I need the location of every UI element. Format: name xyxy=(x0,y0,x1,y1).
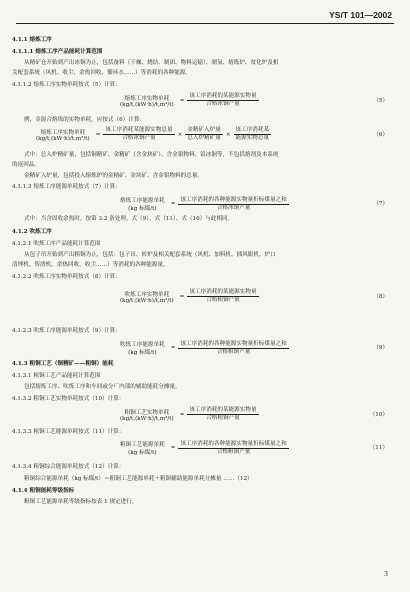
text-line: 4.1.3 粗铜工艺（铜精矿——粗铜）能耗 xyxy=(12,361,114,367)
text-line: 4.1.3.3 粗铜工艺能源单耗按式（11）计算： xyxy=(12,429,125,435)
page-number: 3 xyxy=(384,571,388,578)
formula-lhs xyxy=(36,128,90,142)
text-line: 4.1.3.1 粗铜工艺产品能耗计算范围 xyxy=(12,373,101,379)
equals-sign: = xyxy=(170,345,176,351)
fraction xyxy=(234,127,272,142)
header-rule xyxy=(16,23,394,24)
text-line: 4.1.1.2 熔炼工序实物单耗按式（5）计算： xyxy=(12,82,121,88)
fraction xyxy=(187,407,258,422)
formula-term: 吹炼工序能源单耗 xyxy=(120,342,165,348)
fraction-denominator: 合格粗铜产量 xyxy=(216,448,251,455)
fraction xyxy=(103,127,174,142)
formula-lhs xyxy=(120,408,174,422)
formula-term: (kg/t,(kW·h)/t,m³/t) xyxy=(36,135,90,142)
fraction-denominator: 合格冰铜产量 xyxy=(122,135,156,141)
fraction-numerator: 该工序消耗的某能源实物量 xyxy=(189,93,257,99)
equation-number: （8） xyxy=(373,294,388,300)
formula-term: 粗铜工艺实物单耗 xyxy=(124,409,170,416)
fraction-denominator: 合格冰铜产量 xyxy=(216,204,251,211)
equation-number: （9） xyxy=(373,345,388,351)
fraction-denominator: 合格粗铜产量 xyxy=(216,348,251,355)
equals-sign: = xyxy=(170,445,176,451)
formula-f7 xyxy=(120,196,289,212)
text-line: 4.1.2.1 吹炼工序产品能耗计算范围 xyxy=(12,241,101,247)
text-line: 式中：当含固收余热时，按第 3.2 条处理。式（9）、式（11）、式（16）与此相同。 xyxy=(24,216,234,222)
fraction-denominator: 合格粗铜产量 xyxy=(206,297,240,303)
text-line: 4.1.3.4 粗铜综合能源单耗按式（12）计算： xyxy=(12,464,125,470)
equation-number: （10） xyxy=(369,412,388,418)
text-line: 的返回品。 xyxy=(12,162,40,168)
fraction-denominator: 合格冰铜产量 xyxy=(206,101,240,107)
formula-f10 xyxy=(120,407,259,422)
formula-lhs xyxy=(120,196,165,212)
fraction xyxy=(178,197,288,212)
times-sign: × xyxy=(177,131,183,138)
equation-number: （11） xyxy=(369,445,388,451)
formula-f5 xyxy=(120,93,259,108)
fraction-denominator: 能源实物总量 xyxy=(235,135,270,141)
standard-code: YS/T 101—2002 xyxy=(329,10,392,20)
formula-f11 xyxy=(120,440,289,456)
equals-sign: = xyxy=(170,201,176,207)
fraction-numerator: 金精矿入炉量 xyxy=(187,127,221,133)
fraction-numerator: 该工序消耗的各种能源实物量折标煤量之和 xyxy=(180,196,287,203)
fraction-numerator: 该工序消耗的某能源实物量 xyxy=(189,407,257,413)
formula-term: 熔炼工序能源单耗 xyxy=(120,198,165,204)
formula-f8 xyxy=(120,289,259,304)
fraction-denominator: 总入炉精矿量 xyxy=(187,135,221,141)
fraction-numerator: 该工序消耗的各种能源实物量折标煤量之和 xyxy=(180,340,287,347)
text-line: 粗铜综合能源单耗（kg 标煤/t）＝粗铜工艺能源单耗＋粗铜辅助能源单耗分摊量 ……（12） xyxy=(24,476,253,482)
text-line: 从精矿仓开始到产出冰铜为止，包括备料（干燥、烧结、制团、物料运输）、制氧、熔炼炉、贫化炉及相 xyxy=(24,60,279,66)
fraction-denominator: 合格粗铜产量 xyxy=(206,415,240,421)
formula-term: (kg/t,(kW·h)/t,m³/t) xyxy=(120,101,174,108)
text-line: 式中：总入炉精矿量，包括铜精矿、金精矿（含金块矿）、含金银物料、铅冰铜等，不包括熔剂及本系统 xyxy=(24,152,279,158)
fraction-numerator: 该工序消耗某能源实物总量 xyxy=(105,127,173,133)
fraction xyxy=(187,289,258,304)
formula-term: 粗铜工艺能源单耗 xyxy=(120,442,165,448)
text-line: 4.1.4 粗铜能耗等级指标 xyxy=(12,488,75,494)
formula-term: (kg/t,(kW·h)/t,m³/t) xyxy=(120,415,174,422)
text-line: 4.1.2.2 吹炼工序实物单耗按式（8）计算： xyxy=(12,274,121,280)
fraction xyxy=(178,341,288,356)
fraction-numerator: 该工序消耗某 xyxy=(235,127,270,133)
formula-term: (kg 标煤/t) xyxy=(128,206,157,212)
formula-lhs xyxy=(120,340,165,356)
equation-number: （6） xyxy=(373,132,388,138)
equation-number: （7） xyxy=(373,201,388,207)
fraction xyxy=(185,127,223,142)
equals-sign: = xyxy=(179,411,185,418)
equals-sign: = xyxy=(95,131,101,138)
text-line: 清理机、铸渣机、余热回收、收尘……）等消耗的各种能源量。 xyxy=(12,262,169,268)
formula-term: 熔炼工序实物单耗 xyxy=(124,95,170,102)
equation-number: （5） xyxy=(373,98,388,104)
text-line: 包括熔炼工序、吹炼工序和车间或分厂内部的辅助能耗分摊量。 xyxy=(24,384,181,390)
formula-lhs xyxy=(120,94,174,108)
text-line: 4.1.2.3 吹炼工序能源单耗按式（9）计算： xyxy=(12,328,121,334)
equals-sign: = xyxy=(179,97,185,104)
text-line: 从包子吊开始到产出粗铜为止，包括：包子吊、转炉及相关配套系统（风机、加料机、插风眼机、炉口 xyxy=(24,252,276,258)
text-line: 4.1.1 熔炼工序 xyxy=(12,37,52,43)
text-line: 例，金混合熔炼的实物单耗，应按式（6）计算： xyxy=(24,117,146,123)
formula-lhs xyxy=(120,290,174,304)
text-line: 粗铜工艺能源单耗等级指标按表 1 规定进行。 xyxy=(24,499,138,505)
equals-sign: = xyxy=(179,293,185,300)
text-line: 4.1.3.2 粗铜工艺实物单耗按式（10）计算： xyxy=(12,396,125,402)
fraction-numerator: 该工序消耗的各种能源实物量折标煤量之和 xyxy=(180,440,287,447)
fraction xyxy=(187,93,258,108)
formula-term: 熔炼工序实物单耗 xyxy=(40,129,86,136)
fraction-numerator: 该工序消耗的某能源实物量 xyxy=(189,289,257,295)
text-line: 4.1.1.3 熔炼工序能源单耗按式（7）计算： xyxy=(12,184,121,190)
times-sign: × xyxy=(225,131,231,138)
formula-lhs xyxy=(120,440,165,456)
text-line: 4.1.1.1 熔炼工序产品能耗计算范围 xyxy=(12,49,103,55)
text-line: 金精矿入炉量，包括投入熔炼炉的金精矿、金块矿、含金银物料的总量。 xyxy=(24,173,204,179)
formula-f9 xyxy=(120,340,289,356)
formula-term: (kg/t,(kW·h)/t,m³/t) xyxy=(120,297,174,304)
text-line: 4.1.2 吹炼工序 xyxy=(12,229,52,235)
text-line: 关配套系统（风机、收尘、余热回收、循环水……）等消耗的各种能源。 xyxy=(12,70,192,76)
formula-term: (kg 标煤/t) xyxy=(128,450,157,456)
formula-term: 吹炼工序实物单耗 xyxy=(124,291,170,298)
formula-term: (kg 标煤/t) xyxy=(128,350,157,356)
formula-f6 xyxy=(36,127,271,142)
fraction xyxy=(178,441,288,456)
